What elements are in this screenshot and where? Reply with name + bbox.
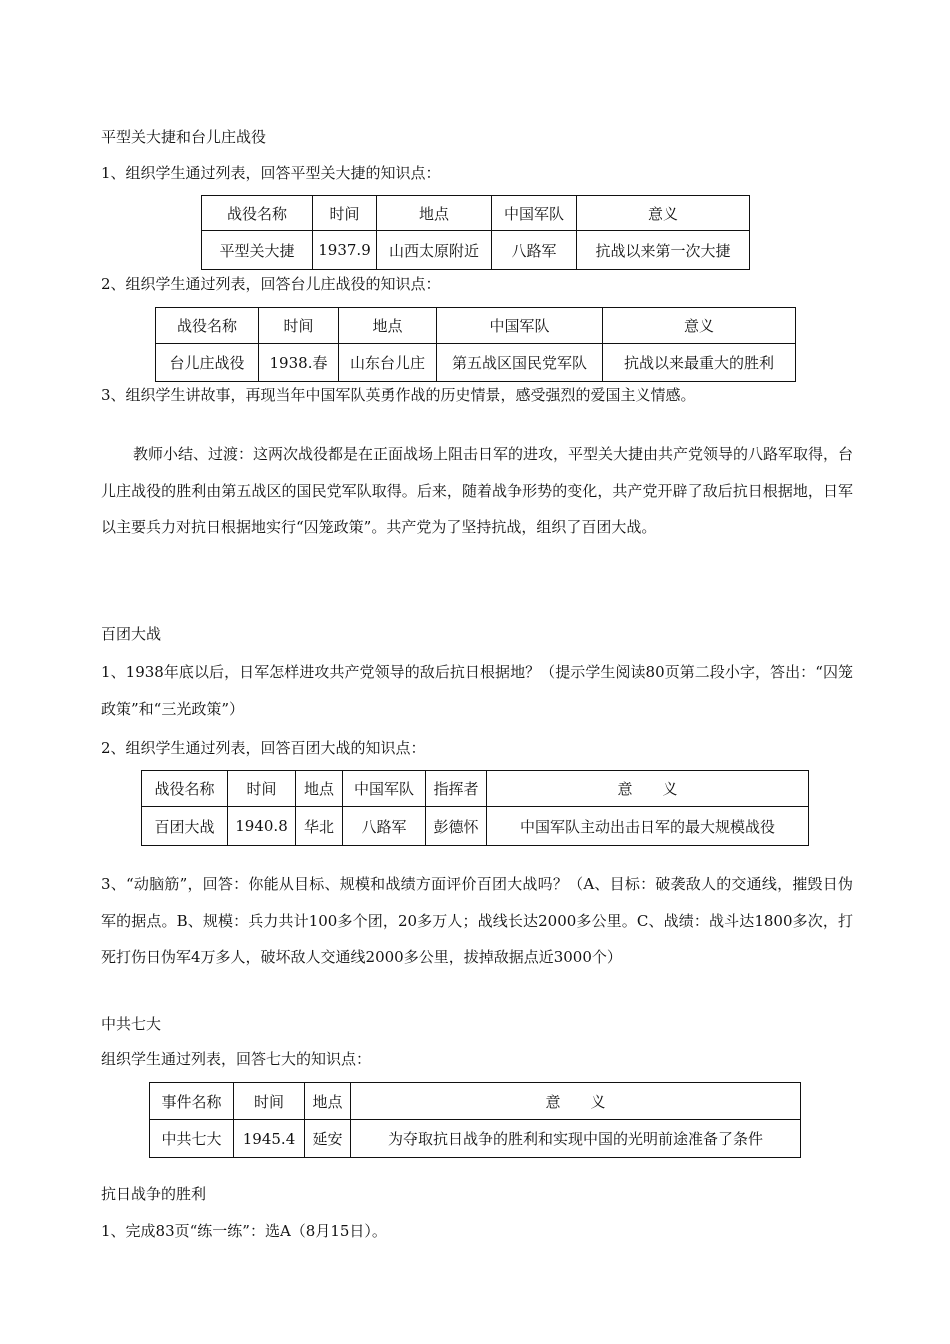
header-cell: 地点 <box>339 308 437 344</box>
table-cell: 华北 <box>296 807 343 846</box>
question-1: 组织学生通过列表，回答七大的知识点： <box>101 1050 372 1068</box>
table-cell: 1937.9 <box>313 231 377 270</box>
table-cell: 1945.4 <box>234 1120 305 1158</box>
header-cell: 意 义 <box>487 771 809 807</box>
table-cell: 抗战以来最重大的胜利 <box>603 344 796 382</box>
question-1: 1、完成83页“练一练”：选A（8月15日）。 <box>101 1222 387 1240</box>
header-cell: 地点 <box>296 771 343 807</box>
table-cell: 为夺取抗日战争的胜利和实现中国的光明前途准备了条件 <box>351 1120 801 1158</box>
table-header-row <box>202 196 750 231</box>
header-cell: 战役名称 <box>156 308 259 344</box>
table-cell: 中国军队主动出击日军的最大规模战役 <box>487 807 809 846</box>
header-cell: 意义 <box>577 196 750 231</box>
header-cell: 指挥者 <box>426 771 487 807</box>
table-header-row <box>156 308 796 344</box>
table-baituan <box>141 770 809 846</box>
table-cell: 百团大战 <box>142 807 228 846</box>
question-3: 3、组织学生讲故事，再现当年中国军队英勇作战的历史情景，感受强烈的爱国主义情感。 <box>101 386 696 404</box>
table-cell: 平型关大捷 <box>202 231 313 270</box>
table-cell: 八路军 <box>492 231 577 270</box>
header-cell: 战役名称 <box>202 196 313 231</box>
teacher-summary-text: 教师小结、过渡：这两次战役都是在正面战场上阻击日军的进攻，平型关大捷由共产党领导的八路军取得，台儿庄战役的胜利由第五战区的国民党军队取得。后来，随着战争形势的变化，共产党开辟了敌后抗日根据地，日军以主要兵力对抗日根据地实行“囚笼政策”。共产党为了坚持抗战，组织了百团大战。 <box>101 445 854 536</box>
header-cell: 地点 <box>305 1083 351 1120</box>
table-cell: 山东台儿庄 <box>339 344 437 382</box>
section-title-qida: 中共七大 <box>101 1015 162 1033</box>
teacher-summary <box>101 436 853 546</box>
table-header-row <box>142 771 809 807</box>
table-pingxingguan <box>201 195 750 270</box>
header-cell: 中国军队 <box>437 308 603 344</box>
table-cell: 延安 <box>305 1120 351 1158</box>
table-row <box>202 231 750 270</box>
table-row <box>150 1120 801 1158</box>
header-cell: 时间 <box>234 1083 305 1120</box>
question-2: 2、组织学生通过列表，回答台儿庄战役的知识点： <box>101 275 441 293</box>
header-cell: 意义 <box>603 308 796 344</box>
table-cell: 中共七大 <box>150 1120 234 1158</box>
table-cell: 第五战区国民党军队 <box>437 344 603 382</box>
header-cell: 意 义 <box>351 1083 801 1120</box>
table-cell: 抗战以来第一次大捷 <box>577 231 750 270</box>
header-cell: 时间 <box>228 771 296 807</box>
table-header-row <box>150 1083 801 1120</box>
table-cell: 山西太原附近 <box>377 231 492 270</box>
header-cell: 地点 <box>377 196 492 231</box>
question-3: 3、“动脑筋”，回答：你能从目标、规模和战绩方面评价百团大战吗？（A、目标：破袭敌人的交通线，摧毁日伪军的据点。B、规模：兵力共计100多个团，20多万人；战线长达2000多公里。C、战绩：战斗达1800多次，打死打伤日伪军4万多人，破坏敌人交通线2000多公里，拔掉敌据点近3000个） <box>101 875 853 966</box>
question-2: 2、组织学生通过列表，回答百团大战的知识点： <box>101 739 426 757</box>
section-title-baituan: 百团大战 <box>101 625 162 643</box>
header-cell: 时间 <box>259 308 339 344</box>
header-cell: 战役名称 <box>142 771 228 807</box>
table-row <box>156 344 796 382</box>
header-cell: 事件名称 <box>150 1083 234 1120</box>
table-cell: 台儿庄战役 <box>156 344 259 382</box>
table-cell: 1938.春 <box>259 344 339 382</box>
table-cell: 八路军 <box>343 807 426 846</box>
question-1: 1、组织学生通过列表，回答平型关大捷的知识点： <box>101 164 441 182</box>
table-cell: 1940.8 <box>228 807 296 846</box>
header-cell: 中国军队 <box>343 771 426 807</box>
table-qida <box>149 1082 801 1158</box>
question-1: 1、1938年底以后，日军怎样进攻共产党领导的敌后抗日根据地？（提示学生阅读80页第二段小字，答出：“囚笼政策”和“三光政策”） <box>101 663 853 718</box>
table-taierzhuang <box>155 307 796 382</box>
section-title-victory: 抗日战争的胜利 <box>101 1185 207 1203</box>
table-cell: 彭德怀 <box>426 807 487 846</box>
header-cell: 时间 <box>313 196 377 231</box>
header-cell: 中国军队 <box>492 196 577 231</box>
section-title-pingxingguan-taierzhuang: 平型关大捷和台儿庄战役 <box>101 128 267 146</box>
table-row <box>142 807 809 846</box>
